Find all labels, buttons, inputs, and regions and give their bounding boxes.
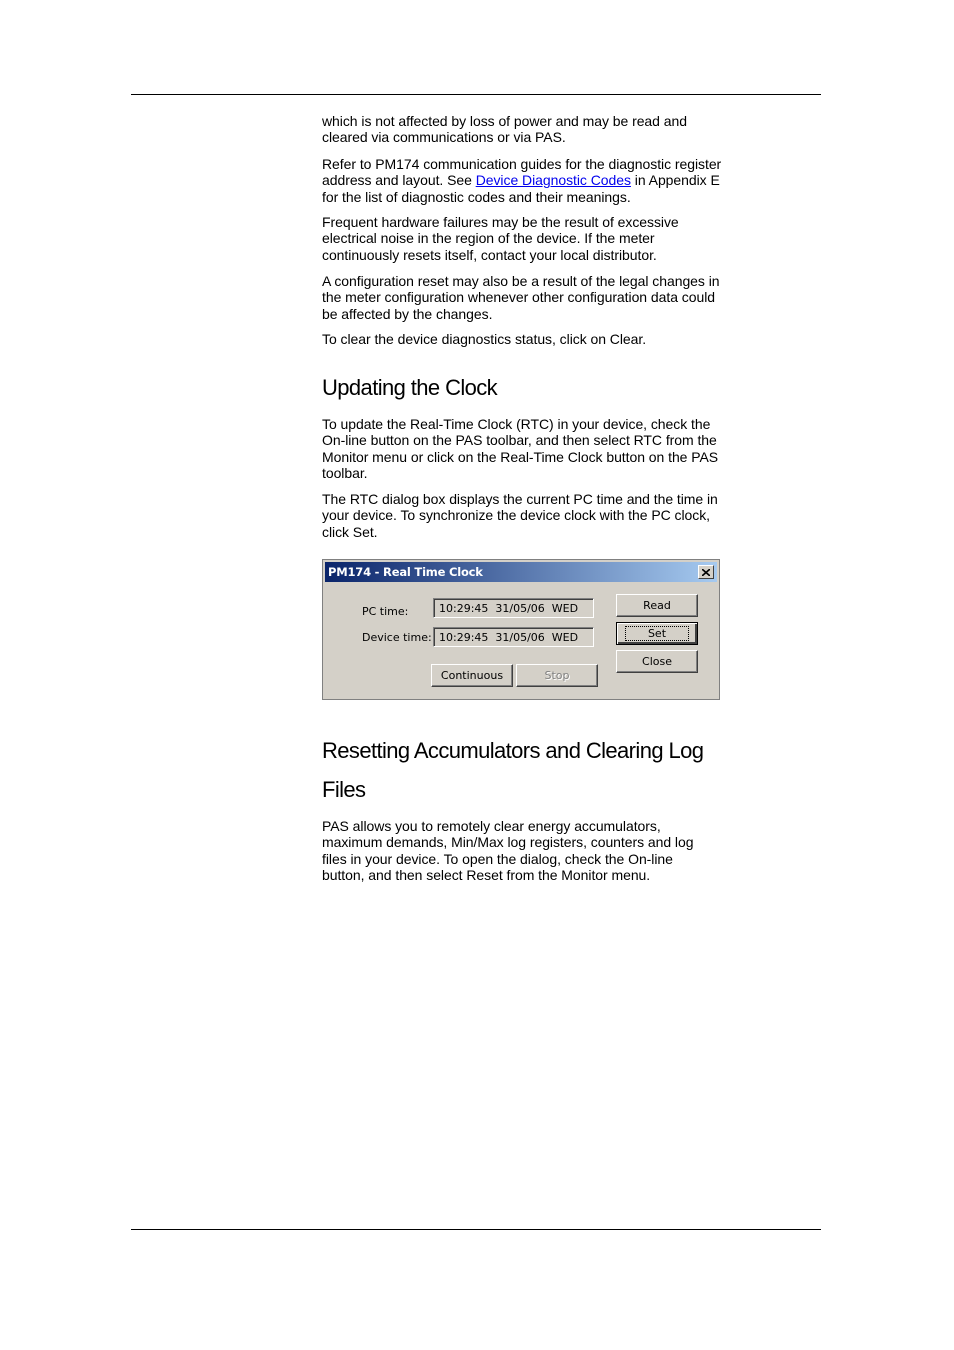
heading-updating-clock: Updating the Clock — [322, 375, 498, 400]
pc-time-field: 10:29:45 31/05/06 WED — [433, 598, 594, 618]
paragraph-update-rtc: To update the Real-Time Clock (RTC) in your device, check the On-line button on the PAS toolbar, and then select RTC from the Monitor menu or click on the Real-Time Clock button on the PAS toolbar. — [322, 416, 719, 482]
clock-paragraph-2-block — [322, 491, 732, 540]
read-button[interactable]: Read — [616, 594, 698, 617]
hardware-failure-block — [322, 214, 732, 263]
rtc-dialog — [322, 559, 720, 700]
paragraph-config-reset: A configuration reset may also be a result of the legal changes in the meter configuration whenever other configuration data could be affected by the changes. — [322, 273, 720, 322]
header-rule — [131, 94, 821, 95]
clear-status-block — [322, 331, 732, 347]
diagnostics-text-block — [322, 113, 732, 146]
heading-resetting-accumulators-line1: Resetting Accumulators and Clearing Log — [322, 738, 704, 763]
dialog-titlebar — [325, 562, 717, 582]
clock-section — [322, 375, 732, 401]
config-reset-block — [322, 273, 732, 322]
refer-paragraph-block — [322, 156, 732, 205]
close-icon — [702, 569, 710, 576]
device-time-field: 10:29:45 31/05/06 WED — [433, 627, 594, 647]
paragraph-power-loss: which is not affected by loss of power and may be read and cleared via communications or via PAS. — [322, 113, 687, 146]
clock-paragraph-1-block — [322, 416, 732, 482]
stop-button[interactable]: Stop — [516, 664, 598, 687]
pc-time-label: PC time: — [362, 605, 409, 618]
continuous-button[interactable]: Continuous — [431, 664, 513, 687]
device-diagnostic-codes-link[interactable]: Device Diagnostic Codes — [475, 172, 631, 189]
reset-paragraph-block — [322, 818, 732, 884]
set-button-label: Set — [625, 626, 689, 641]
refer-text-after: in Appendix E for the list of diagnostic codes and their meanings. — [322, 172, 720, 205]
paragraph-reset-dialog: PAS allows you to remotely clear energy accumulators, maximum demands, Min/Max log registers, counters and log files in your device. To open the dialog, check the On-line button, and then select Reset from the Monitor menu. — [322, 818, 694, 884]
set-button[interactable] — [616, 622, 698, 645]
device-time-label: Device time: — [362, 631, 432, 644]
close-button[interactable]: Close — [616, 650, 698, 673]
heading-resetting-accumulators-line2: Files — [322, 777, 366, 802]
paragraph-hardware-failures: Frequent hardware failures may be the result of excessive electrical noise in the region of the device. If the meter continuously resets itself, contact your local distributor. — [322, 214, 679, 263]
dialog-close-button[interactable] — [698, 565, 714, 579]
paragraph-rtc-dialog: The RTC dialog box displays the current PC time and the time in your device. To synchronize the device clock with the PC clock, click Set. — [322, 491, 718, 540]
paragraph-clear-status: To clear the device diagnostics status, click on Clear. — [322, 331, 647, 347]
refer-text-before: Refer to PM174 communication guides for the diagnostic register address and layout. See — [322, 156, 722, 189]
dialog-title: PM174 - Real Time Clock — [328, 565, 483, 579]
paragraph-refer-guides — [322, 156, 727, 205]
reset-heading-line2-block — [322, 777, 732, 803]
reset-section — [322, 738, 742, 764]
footer-rule — [131, 1229, 821, 1230]
